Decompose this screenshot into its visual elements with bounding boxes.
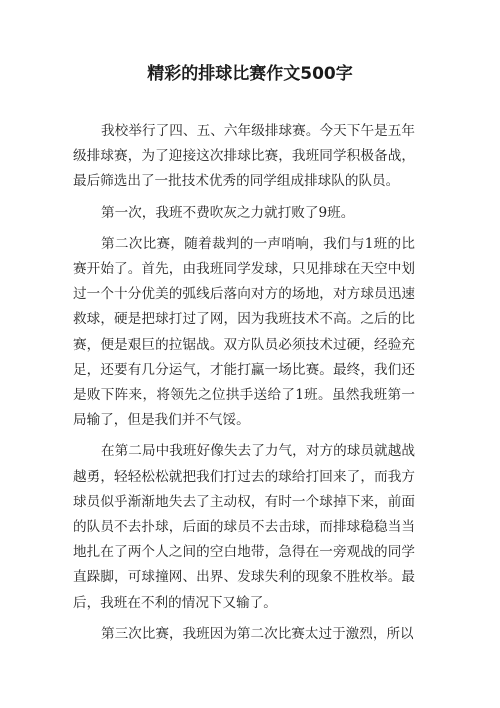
- document-title: 精彩的排球比赛作文500字: [147, 64, 353, 84]
- paragraph-4: 在第二局中我班好像失去了力气，对方的球员就越战越勇，轻轻松松就把我们打过去的球给打回来了，而我方球员似乎渐渐地失去了主动权，有时一个球掉下来，前面的队员不去扑球，后面的球员不去击球，而排球稳稳当当地扎在了两个人之间的空白地带，急得在一旁观战的同学直跺脚，可球撞网、出界、发球失利的现象不胜枚举。最后，我班在不利的情况下又输了。: [73, 443, 415, 611]
- paragraph-1: 我校举行了四、五、六年级排球赛。今天下午是五年级排球赛，为了迎接这次排球比赛，我班同学积极备战，最后筛选出了一批技术优秀的同学组成排球队的队员。: [73, 123, 415, 190]
- paragraph-3: 第二次比赛，随着裁判的一声哨响，我们与1班的比赛开始了。首先，由我班同学发球，只见排球在天空中划过一个十分优美的弧线后落向对方的场地，对方球员迅速救球，硬是把球打过了网，因为我班技术不高。之后的比赛，便是艰巨的拉锯战。双方队员必须技术过硬，经验充足，还要有几分运气，才能打赢一场比赛。最终，我们还是败下阵来，将领先之位拱手送给了1班。虽然我班第一局输了，但是我们并不气馁。: [73, 235, 415, 429]
- paragraph-5: 第三次比赛，我班因为第二次比赛太过于激烈，所以: [101, 625, 414, 642]
- paragraph-2: 第一次，我班不费吹灰之力就打败了9班。: [101, 204, 355, 221]
- document-body: [73, 119, 415, 653]
